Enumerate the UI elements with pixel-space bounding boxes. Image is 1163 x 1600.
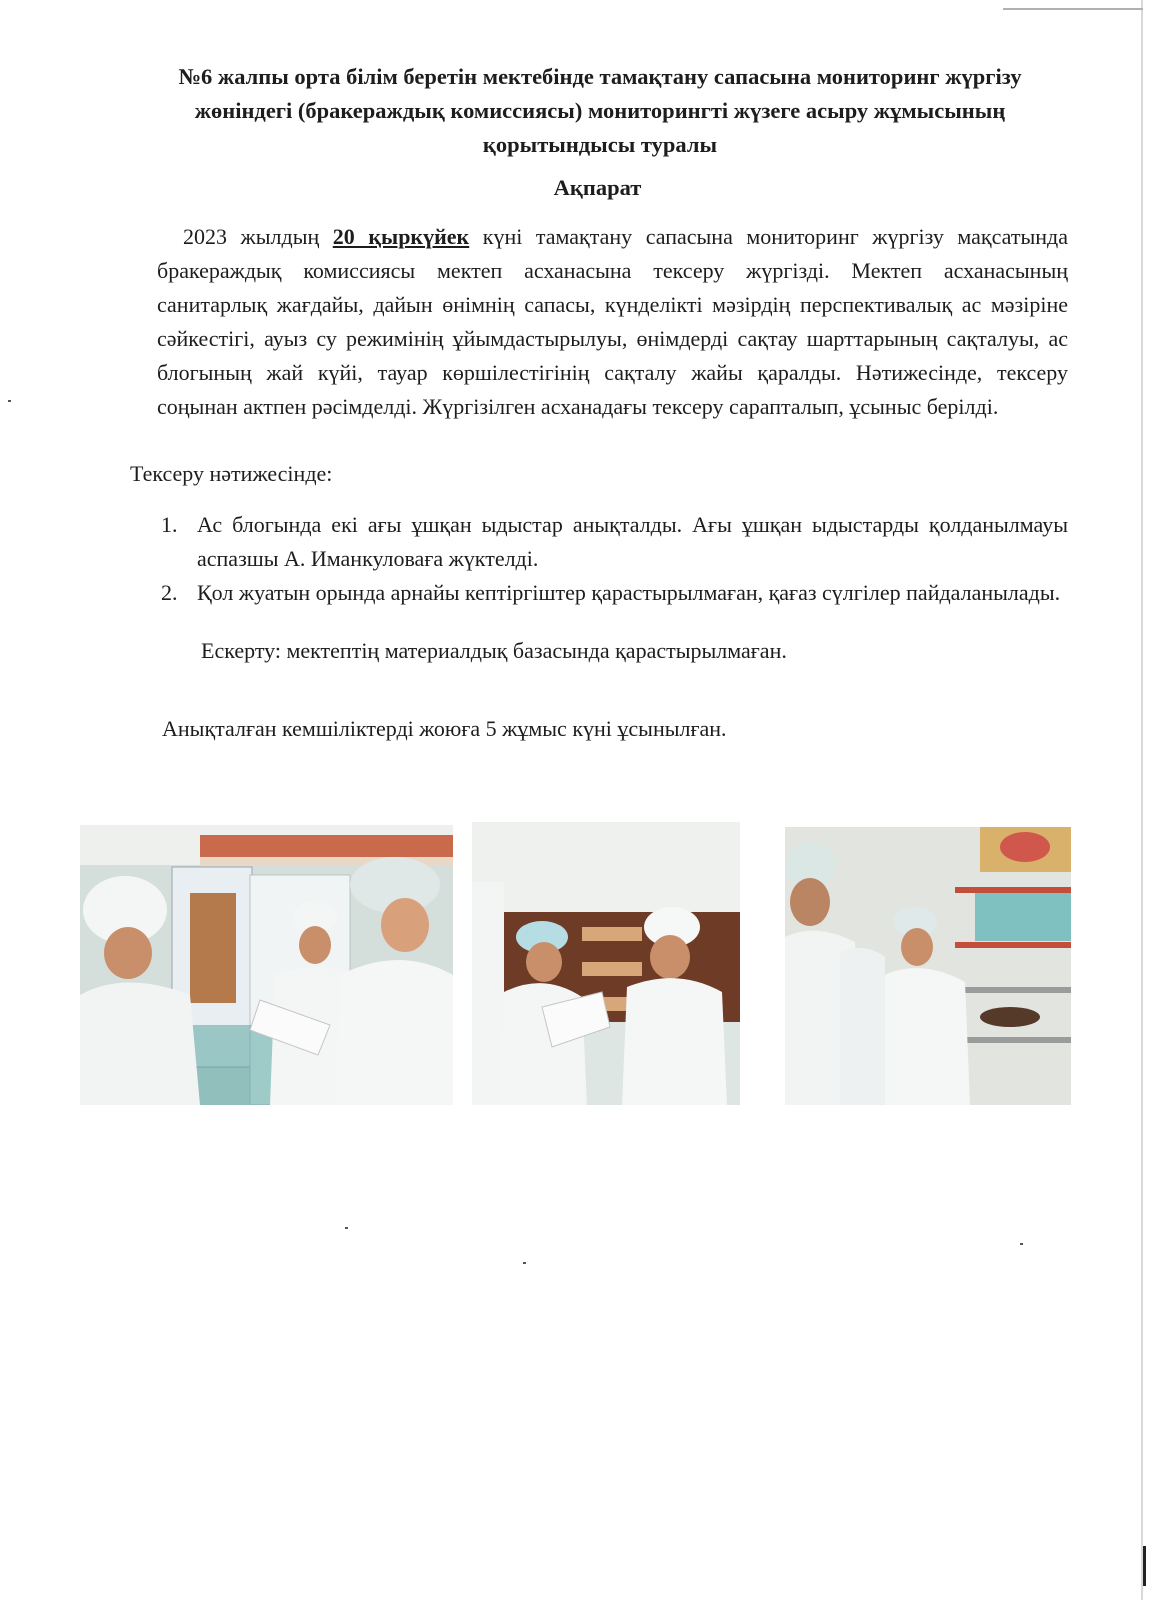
scan-speck [523,1262,526,1264]
finding-text: Ас блогында екі ағы ұшқан ыдыстар анықталды. Ағы ұшқан ыдыстарды қолданылмауы аспазшы А. Иманкуловаға жүктелді. [197,512,1068,571]
scan-speck [8,400,11,402]
finding-number: 1. [161,512,178,537]
findings-list [161,508,1068,610]
scan-speck [345,1227,348,1229]
intro-year: 2023 жылдың [183,224,333,249]
photo-inspectors-shelves [785,827,1071,1105]
note-text: Ескерту: мектептің материалдық базасында қарастырылмаған. [201,638,787,663]
scan-speck [1143,1546,1146,1586]
intro-date: 20 қыркүйек [332,224,470,249]
finding-item [161,508,1068,576]
document-subtitle: Ақпарат [553,175,642,200]
scan-edge-top [1003,8,1143,10]
finding-text: Қол жуатын орында арнайы кептіргіштер қарастырылмаған, қағаз сүлгілер пайдаланылады. [197,580,1061,605]
scan-edge [1141,0,1143,1600]
results-label: Тексеру нәтижесінде: [130,461,333,486]
photo-inspectors-refrigerator [80,825,453,1105]
finding-item [161,576,1068,610]
intro-paragraph [157,220,1068,424]
scan-speck [1020,1243,1023,1245]
finding-number: 2. [161,580,178,605]
document-title: №6 жалпы орта білім беретін мектебінде тамақтану сапасына мониторинг жүргізу жөніндегі (бракераждық комиссиясы) мониторингті жүзеге асыру жұмысының қорытындысы туралы [178,64,1022,157]
conclusion-text: Анықталған кемшіліктерді жоюға 5 жұмыс күні ұсынылған. [162,716,727,741]
intro-text: күні тамақтану сапасына мониторинг жүргізу мақсатында бракераждық комиссиясы мектеп асханасына тексеру жүргізді. Мектеп асханасының санитарлық жағдайы, дайын өнімнің сапасы, күнделікті мәзірдің перспективалық ас мәзіріне сәйкестігі, ауыз су режимінің ұйымдастырылуы, өнімдерді сақтау шарттарының сақталуы, ас блогының жай күйі, тауар көршілестігінің сақталу жайы қаралды. Нәтижесінде, тексеру соңынан актпен рәсімделді. Жүргізілген асханадағы тексеру сарапталып, ұсыныс берілді. [157,224,1068,419]
photo-inspectors-storage [472,822,740,1105]
